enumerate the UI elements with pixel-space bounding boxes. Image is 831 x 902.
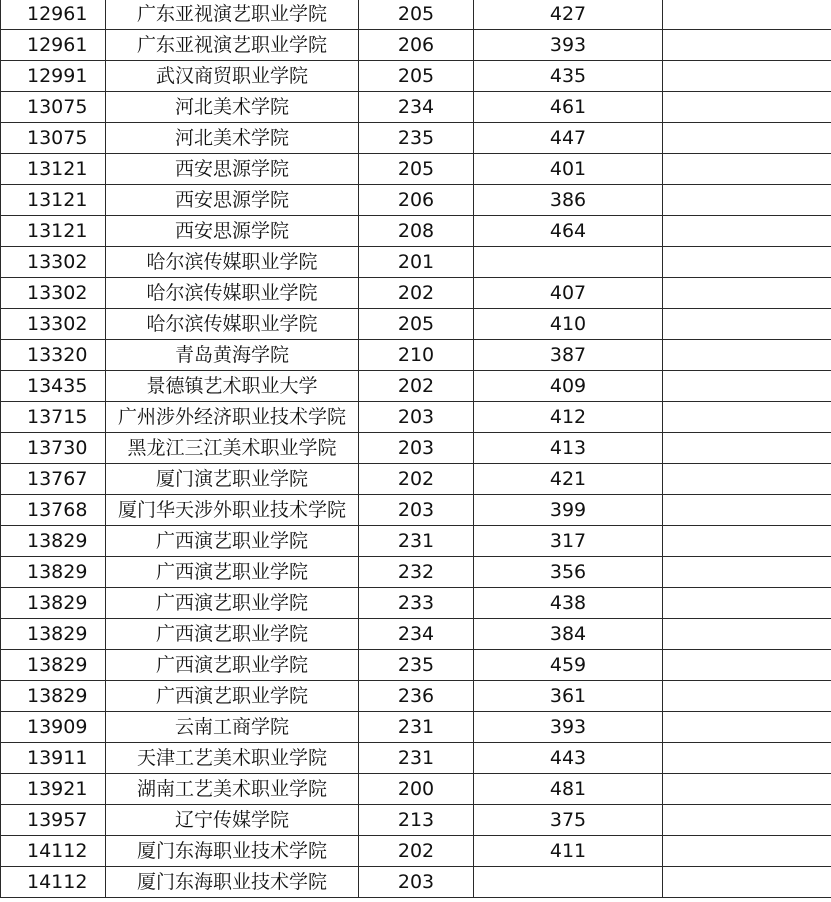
score-cell: 317: [474, 526, 663, 557]
score-cell: 435: [474, 61, 663, 92]
score-cell: 447: [474, 123, 663, 154]
table-row: [1, 216, 831, 247]
score-cell: 427: [474, 0, 663, 30]
score-cell: 461: [474, 92, 663, 123]
school-name-cell: 广西演艺职业学院: [106, 526, 359, 557]
school-code-cell: 13829: [1, 557, 106, 588]
school-code-cell: 13121: [1, 216, 106, 247]
school-name-cell: 辽宁传媒学院: [106, 805, 359, 836]
table-row: [1, 619, 831, 650]
school-name-cell: 广西演艺职业学院: [106, 650, 359, 681]
empty-cell: [663, 774, 831, 805]
major-code-cell: 231: [359, 743, 474, 774]
major-code-cell: 236: [359, 681, 474, 712]
school-name-cell: 云南工商学院: [106, 712, 359, 743]
major-code-cell: 206: [359, 185, 474, 216]
major-code-cell: 201: [359, 247, 474, 278]
score-cell: 464: [474, 216, 663, 247]
school-name-cell: 青岛黄海学院: [106, 340, 359, 371]
empty-cell: [663, 185, 831, 216]
empty-cell: [663, 712, 831, 743]
school-name-cell: 西安思源学院: [106, 216, 359, 247]
school-code-cell: 12961: [1, 0, 106, 30]
major-code-cell: 203: [359, 495, 474, 526]
score-cell: 401: [474, 154, 663, 185]
school-name-cell: 厦门东海职业技术学院: [106, 836, 359, 867]
major-code-cell: 200: [359, 774, 474, 805]
score-cell: 412: [474, 402, 663, 433]
table-row: [1, 681, 831, 712]
score-cell: 361: [474, 681, 663, 712]
major-code-cell: 203: [359, 402, 474, 433]
school-name-cell: 广西演艺职业学院: [106, 681, 359, 712]
table-row: [1, 774, 831, 805]
empty-cell: [663, 805, 831, 836]
school-name-cell: 广西演艺职业学院: [106, 588, 359, 619]
score-cell: 375: [474, 805, 663, 836]
major-code-cell: 208: [359, 216, 474, 247]
major-code-cell: 235: [359, 123, 474, 154]
table-row: [1, 433, 831, 464]
table-row: [1, 154, 831, 185]
table-row: [1, 61, 831, 92]
school-code-cell: 13121: [1, 185, 106, 216]
score-cell: 421: [474, 464, 663, 495]
empty-cell: [663, 216, 831, 247]
major-code-cell: 202: [359, 464, 474, 495]
empty-cell: [663, 557, 831, 588]
table-row: [1, 92, 831, 123]
score-cell: 399: [474, 495, 663, 526]
score-cell: 459: [474, 650, 663, 681]
table-row: [1, 123, 831, 154]
score-cell: 387: [474, 340, 663, 371]
school-code-cell: 13829: [1, 588, 106, 619]
table-row: [1, 247, 831, 278]
school-code-cell: 13829: [1, 619, 106, 650]
score-cell: 411: [474, 836, 663, 867]
empty-cell: [663, 92, 831, 123]
school-name-cell: 天津工艺美术职业学院: [106, 743, 359, 774]
major-code-cell: 205: [359, 0, 474, 30]
school-name-cell: 湖南工艺美术职业学院: [106, 774, 359, 805]
table-body: [1, 0, 831, 898]
major-code-cell: 202: [359, 371, 474, 402]
major-code-cell: 202: [359, 836, 474, 867]
empty-cell: [663, 495, 831, 526]
school-name-cell: 广州涉外经济职业技术学院: [106, 402, 359, 433]
school-name-cell: 景德镇艺术职业大学: [106, 371, 359, 402]
school-code-cell: 14112: [1, 867, 106, 898]
empty-cell: [663, 30, 831, 61]
major-code-cell: 202: [359, 278, 474, 309]
school-name-cell: 哈尔滨传媒职业学院: [106, 278, 359, 309]
empty-cell: [663, 402, 831, 433]
school-code-cell: 13911: [1, 743, 106, 774]
score-cell: 393: [474, 712, 663, 743]
empty-cell: [663, 154, 831, 185]
school-name-cell: 广东亚视演艺职业学院: [106, 30, 359, 61]
school-code-cell: 13921: [1, 774, 106, 805]
major-code-cell: 231: [359, 712, 474, 743]
major-code-cell: 233: [359, 588, 474, 619]
score-cell: 443: [474, 743, 663, 774]
school-code-cell: 13829: [1, 650, 106, 681]
school-code-cell: 13302: [1, 309, 106, 340]
score-cell: 413: [474, 433, 663, 464]
major-code-cell: 205: [359, 309, 474, 340]
school-name-cell: 广西演艺职业学院: [106, 557, 359, 588]
school-code-cell: 13767: [1, 464, 106, 495]
empty-cell: [663, 867, 831, 898]
school-code-cell: 13768: [1, 495, 106, 526]
score-cell: 356: [474, 557, 663, 588]
empty-cell: [663, 340, 831, 371]
empty-cell: [663, 526, 831, 557]
school-name-cell: 广东亚视演艺职业学院: [106, 0, 359, 30]
major-code-cell: 234: [359, 619, 474, 650]
empty-cell: [663, 836, 831, 867]
empty-cell: [663, 681, 831, 712]
major-code-cell: 232: [359, 557, 474, 588]
table-row: [1, 278, 831, 309]
school-code-cell: 14112: [1, 836, 106, 867]
major-code-cell: 210: [359, 340, 474, 371]
major-code-cell: 205: [359, 61, 474, 92]
empty-cell: [663, 247, 831, 278]
empty-cell: [663, 61, 831, 92]
school-code-cell: 13320: [1, 340, 106, 371]
table-row: [1, 867, 831, 898]
score-cell: 481: [474, 774, 663, 805]
school-code-cell: 13075: [1, 92, 106, 123]
empty-cell: [663, 619, 831, 650]
table-row: [1, 526, 831, 557]
school-name-cell: 河北美术学院: [106, 92, 359, 123]
score-cell: [474, 247, 663, 278]
score-cell: [474, 867, 663, 898]
table-row: [1, 836, 831, 867]
school-code-cell: 13715: [1, 402, 106, 433]
score-cell: 393: [474, 30, 663, 61]
empty-cell: [663, 309, 831, 340]
school-name-cell: 哈尔滨传媒职业学院: [106, 309, 359, 340]
score-cell: 407: [474, 278, 663, 309]
empty-cell: [663, 371, 831, 402]
empty-cell: [663, 743, 831, 774]
table-row: [1, 588, 831, 619]
major-code-cell: 206: [359, 30, 474, 61]
empty-cell: [663, 588, 831, 619]
table-row: [1, 650, 831, 681]
table-row: [1, 495, 831, 526]
empty-cell: [663, 0, 831, 30]
table-row: [1, 309, 831, 340]
school-name-cell: 西安思源学院: [106, 185, 359, 216]
empty-cell: [663, 433, 831, 464]
school-name-cell: 西安思源学院: [106, 154, 359, 185]
major-code-cell: 203: [359, 433, 474, 464]
major-code-cell: 235: [359, 650, 474, 681]
table-row: [1, 712, 831, 743]
score-cell: 384: [474, 619, 663, 650]
table-row: [1, 340, 831, 371]
major-code-cell: 231: [359, 526, 474, 557]
school-name-cell: 武汉商贸职业学院: [106, 61, 359, 92]
school-name-cell: 厦门华天涉外职业技术学院: [106, 495, 359, 526]
score-cell: 410: [474, 309, 663, 340]
major-code-cell: 234: [359, 92, 474, 123]
school-code-cell: 13302: [1, 278, 106, 309]
school-name-cell: 黑龙江三江美术职业学院: [106, 433, 359, 464]
table-row: [1, 743, 831, 774]
school-code-cell: 13909: [1, 712, 106, 743]
table-row: [1, 185, 831, 216]
table-row: [1, 464, 831, 495]
table-row: [1, 402, 831, 433]
school-code-cell: 13829: [1, 526, 106, 557]
school-name-cell: 哈尔滨传媒职业学院: [106, 247, 359, 278]
school-code-cell: 13302: [1, 247, 106, 278]
school-code-cell: 13075: [1, 123, 106, 154]
school-code-cell: 13730: [1, 433, 106, 464]
school-name-cell: 河北美术学院: [106, 123, 359, 154]
table-row: [1, 805, 831, 836]
major-code-cell: 213: [359, 805, 474, 836]
empty-cell: [663, 123, 831, 154]
table-row: [1, 371, 831, 402]
empty-cell: [663, 278, 831, 309]
major-code-cell: 203: [359, 867, 474, 898]
score-cell: 438: [474, 588, 663, 619]
school-name-cell: 厦门东海职业技术学院: [106, 867, 359, 898]
table-row: [1, 557, 831, 588]
school-code-cell: 13435: [1, 371, 106, 402]
empty-cell: [663, 650, 831, 681]
school-code-cell: 13957: [1, 805, 106, 836]
school-code-cell: 13829: [1, 681, 106, 712]
major-code-cell: 205: [359, 154, 474, 185]
empty-cell: [663, 464, 831, 495]
school-name-cell: 厦门演艺职业学院: [106, 464, 359, 495]
school-code-cell: 12991: [1, 61, 106, 92]
score-cell: 386: [474, 185, 663, 216]
table-row: [1, 30, 831, 61]
table-row: [1, 0, 831, 30]
score-cell: 409: [474, 371, 663, 402]
school-name-cell: 广西演艺职业学院: [106, 619, 359, 650]
school-code-cell: 12961: [1, 30, 106, 61]
school-code-cell: 13121: [1, 154, 106, 185]
